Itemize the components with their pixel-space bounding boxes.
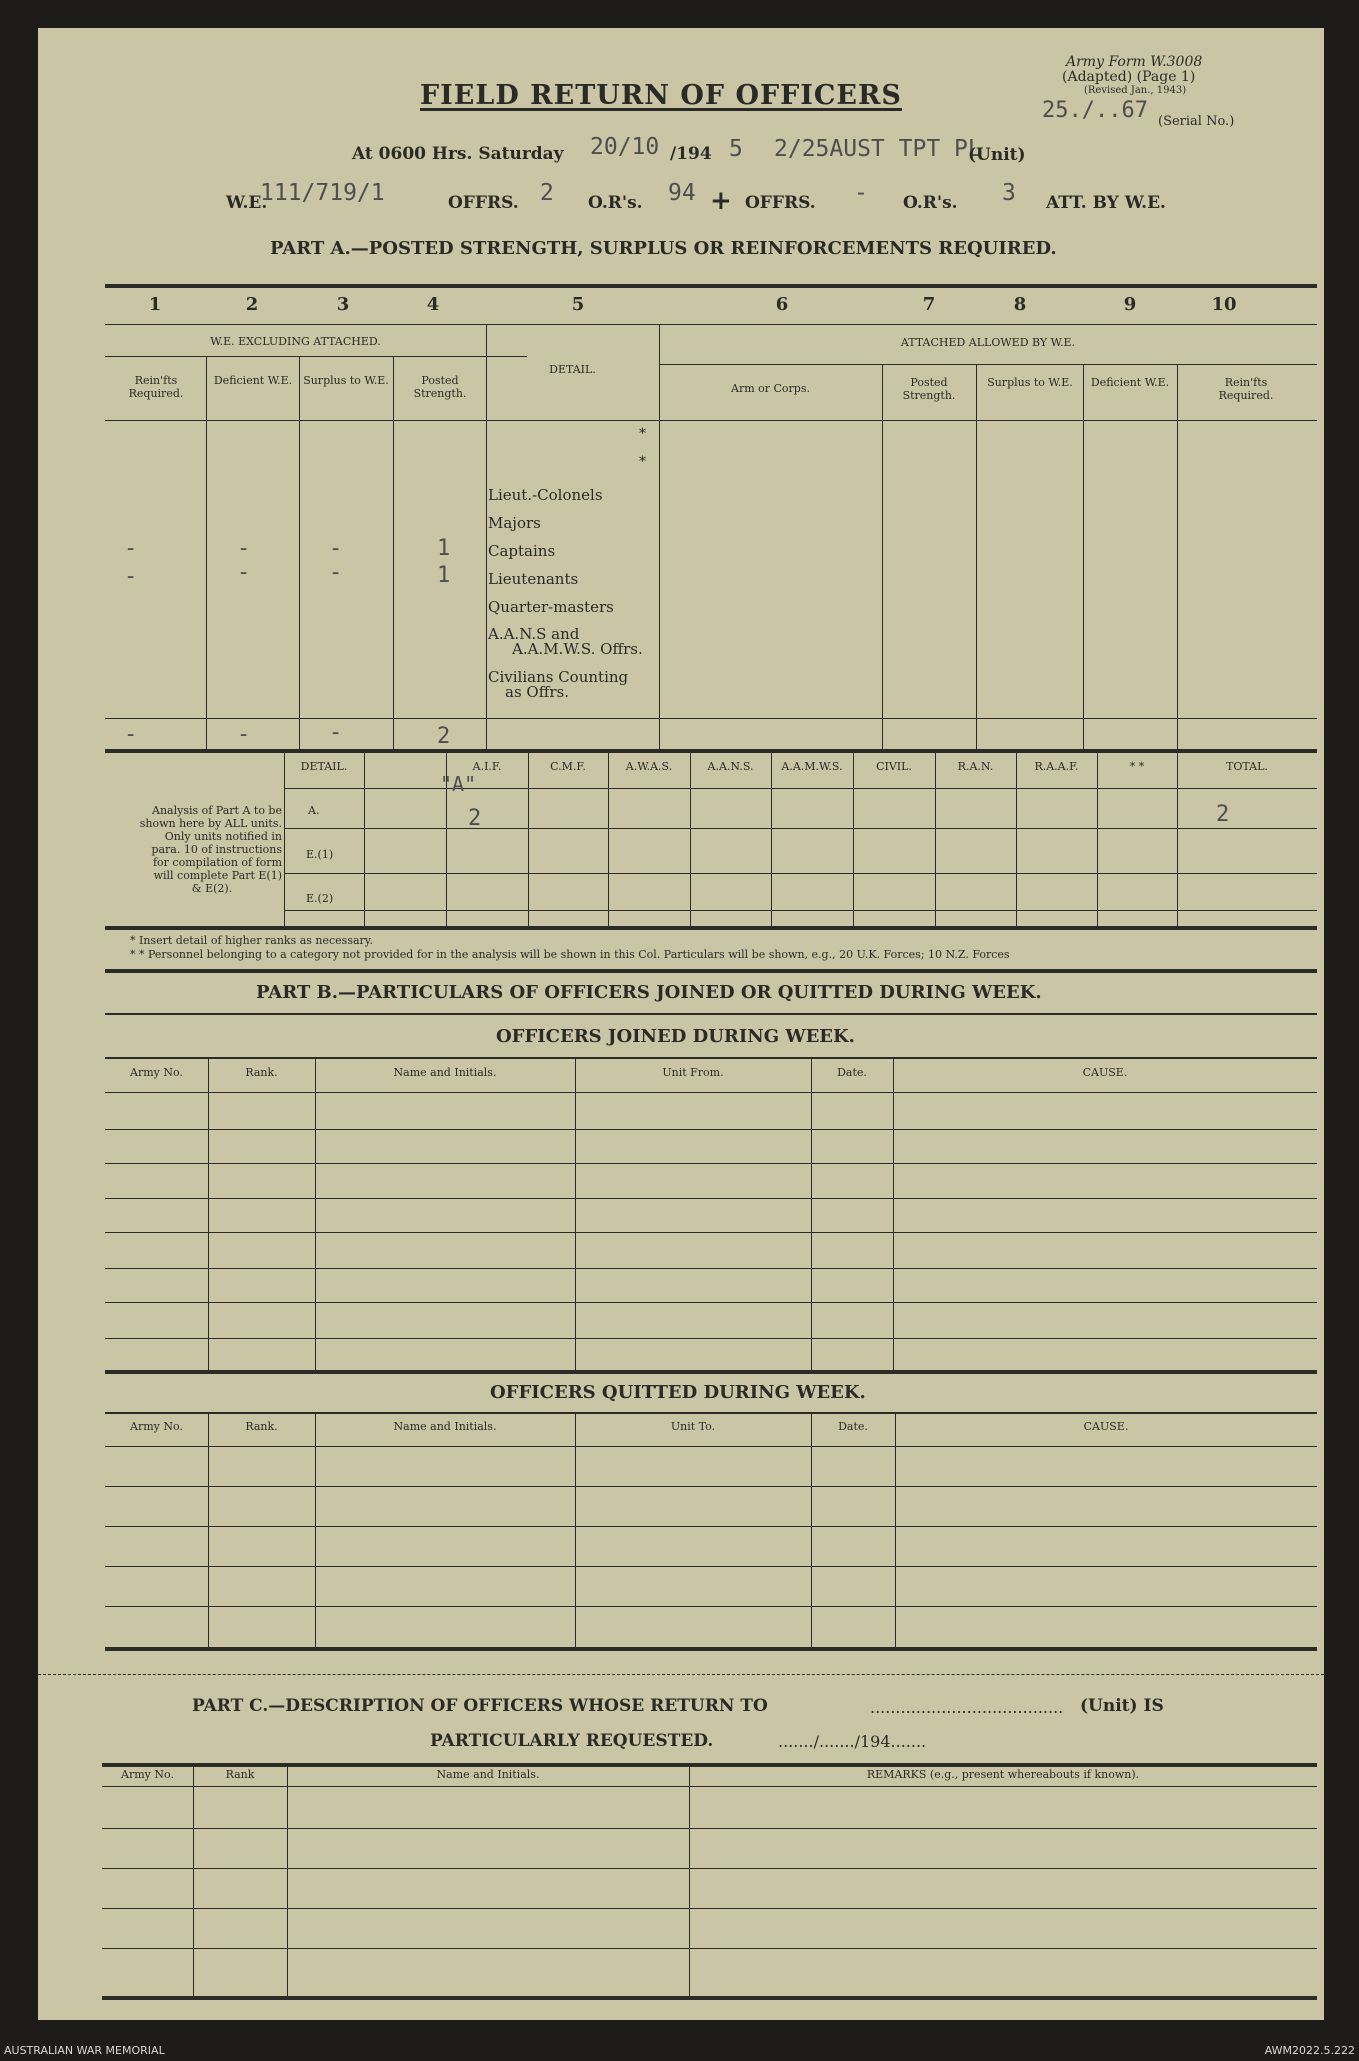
- captains-deficient: -: [237, 536, 251, 561]
- unit-value: 2/25AUST TPT PL: [774, 136, 982, 162]
- part-c-dots: ......................................: [870, 1698, 1064, 1717]
- part-c-col-name: Name and Initials.: [436, 1768, 540, 1781]
- col-number-10: 10: [1211, 294, 1237, 315]
- analysis-col-other: * *: [1129, 760, 1145, 773]
- joined-col-date: Date.: [837, 1066, 867, 1079]
- ors2-label: O.R's.: [903, 193, 958, 213]
- footer-right: AWM2022.5.222: [1264, 2044, 1355, 2057]
- footnote-2: * * Personnel belonging to a category not provided for in the analysis will be shown in this Col. Particulars will be shown, e.g., 20 U.K. Forces; 10 N.Z. Forces: [130, 948, 1010, 961]
- col-number-9: 9: [1123, 294, 1137, 315]
- part-c-col-remarks: REMARKS (e.g., present whereabouts if known).: [866, 1768, 1140, 1781]
- rank-captains: Captains: [488, 542, 556, 560]
- lieutenants-deficient: -: [237, 560, 251, 585]
- part-c-col-rank: Rank: [225, 1768, 255, 1781]
- col-number-5: 5: [571, 294, 585, 315]
- total-value: 2: [1216, 802, 1230, 827]
- ors2-value: 3: [1002, 180, 1016, 206]
- header-deficient: Deficient W.E.: [213, 374, 293, 387]
- form-ref-1: Army Form W.3008: [1066, 54, 1203, 70]
- joined-col-cause: CAUSE.: [1082, 1066, 1128, 1079]
- serial-label: (Serial No.): [1158, 114, 1235, 129]
- at-label: At 0600 Hrs. Saturday: [352, 144, 564, 164]
- col-number-2: 2: [245, 294, 259, 315]
- total-reinf: -: [124, 722, 138, 747]
- joined-heading: OFFICERS JOINED DURING WEEK.: [496, 1026, 855, 1047]
- rank-lieutenants: Lieutenants: [488, 570, 579, 588]
- analysis-col-awas: A.W.A.S.: [625, 760, 673, 773]
- part-b-heading: PART B.—PARTICULARS OF OFFICERS JOINED OR QUITTED DURING WEEK.: [256, 982, 1042, 1003]
- analysis-col-total: TOTAL.: [1226, 760, 1268, 773]
- quitted-col-rank: Rank.: [245, 1420, 278, 1433]
- analysis-col-aamws: A.A.M.W.S.: [781, 760, 843, 773]
- year-digit: 5: [729, 136, 743, 162]
- col-number-1: 1: [148, 294, 162, 315]
- analysis-row-a: A.: [308, 804, 320, 817]
- analysis-col-ran: R.A.N.: [957, 760, 994, 773]
- col-number-7: 7: [922, 294, 936, 315]
- footer-left: AUSTRALIAN WAR MEMORIAL: [4, 2044, 165, 2057]
- serial-value: 25./..67: [1042, 98, 1148, 123]
- date-value: 20/10: [590, 134, 660, 160]
- header-surplus: Surplus to W.E.: [303, 374, 389, 387]
- rank-as-offrs: as Offrs.: [505, 683, 569, 701]
- total-deficient: -: [237, 722, 251, 747]
- header-arm: Arm or Corps.: [731, 382, 810, 395]
- joined-col-unit-from: Unit From.: [662, 1066, 724, 1079]
- rank-aamws: A.A.M.W.S. Offrs.: [512, 640, 643, 658]
- part-c-col-army-no: Army No.: [121, 1768, 174, 1781]
- rank-lieut-colonels: Lieut.-Colonels: [488, 486, 603, 504]
- offrs2-value: -: [854, 180, 868, 206]
- quitted-col-army-no: Army No.: [130, 1420, 183, 1433]
- header-posted-2: Posted Strength.: [902, 376, 956, 402]
- col-number-4: 4: [426, 294, 440, 315]
- analysis-note: Analysis of Part A to be shown here by ALL units. Only units notified in para. 10 of instructions for compilation of form will complete Part E(1) & E(2).: [139, 804, 282, 895]
- captains-surplus: -: [329, 536, 343, 561]
- analysis-col-aans: A.A.N.S.: [707, 760, 754, 773]
- offrs-value: 2: [540, 180, 554, 206]
- col-number-8: 8: [1013, 294, 1027, 315]
- captains-reinf: -: [124, 536, 138, 561]
- aif-value: 2: [468, 806, 482, 831]
- ors-label: O.R's.: [588, 193, 643, 213]
- quitted-col-date: Date.: [838, 1420, 868, 1433]
- lieutenants-posted: 1: [437, 563, 451, 588]
- rank-quarter-masters: Quarter-masters: [488, 598, 614, 616]
- analysis-row-e2: E.(2): [306, 892, 334, 905]
- rank-civilians: Civilians Counting: [488, 668, 629, 686]
- quitted-col-unit-to: Unit To.: [670, 1420, 716, 1433]
- group-we-excluding: W.E. EXCLUDING ATTACHED.: [210, 335, 381, 348]
- offrs-label: OFFRS.: [448, 193, 519, 213]
- part-c-unit-is: (Unit) IS: [1080, 1696, 1164, 1716]
- analysis-col-cmf: C.M.F.: [550, 760, 586, 773]
- header-reinf-2: Rein'fts Required.: [1218, 376, 1274, 402]
- joined-col-rank: Rank.: [245, 1066, 278, 1079]
- year-prefix: /194: [670, 144, 712, 164]
- part-c-line-1: PART C.—DESCRIPTION OF OFFICERS WHOSE RETURN TO: [192, 1696, 768, 1716]
- star-1: *: [639, 426, 646, 442]
- att-label: ATT. BY W.E.: [1046, 193, 1166, 213]
- ors-value: 94: [668, 180, 696, 206]
- we-value: 111/719/1: [260, 180, 385, 206]
- plus-sign: +: [710, 186, 732, 216]
- analysis-row-e1: E.(1): [306, 848, 334, 861]
- quitted-heading: OFFICERS QUITTED DURING WEEK.: [490, 1382, 866, 1403]
- joined-col-name: Name and Initials.: [393, 1066, 497, 1079]
- offrs2-label: OFFRS.: [745, 193, 816, 213]
- col-number-6: 6: [775, 294, 789, 315]
- footnote-1: * Insert detail of higher ranks as necessary.: [130, 934, 374, 947]
- star-2: *: [639, 454, 646, 470]
- col-number-3: 3: [336, 294, 350, 315]
- lieutenants-surplus: -: [329, 560, 343, 585]
- header-reinf: Rein'fts Required.: [128, 374, 184, 400]
- analysis-detail-label: DETAIL.: [300, 760, 348, 773]
- part-c-date-blank: ......./......./194.......: [778, 1732, 927, 1751]
- header-surplus-2: Surplus to W.E.: [987, 376, 1073, 389]
- part-a-heading: PART A.—POSTED STRENGTH, SURPLUS OR REINFORCEMENTS REQUIRED.: [270, 238, 1057, 259]
- captains-posted: 1: [437, 536, 451, 561]
- form-ref-3: (Revised Jan., 1943): [1084, 85, 1187, 96]
- rank-majors: Majors: [488, 514, 541, 532]
- form-paper: [38, 28, 1324, 2020]
- rank-aans: A.A.N.S and: [488, 625, 580, 643]
- tear-line: [38, 1674, 1324, 1675]
- analysis-col-civil: CIVIL.: [876, 760, 912, 773]
- joined-col-army-no: Army No.: [130, 1066, 183, 1079]
- part-c-line-2: PARTICULARLY REQUESTED.: [430, 1731, 714, 1751]
- analysis-col-raaf: R.A.A.F.: [1034, 760, 1079, 773]
- unit-label: (Unit): [968, 145, 1026, 165]
- quitted-col-name: Name and Initials.: [393, 1420, 497, 1433]
- header-posted: Posted Strength.: [413, 374, 467, 400]
- lieutenants-reinf: -: [124, 564, 138, 589]
- we-label: W.E.: [226, 193, 268, 213]
- form-title: FIELD RETURN OF OFFICERS: [420, 80, 902, 111]
- total-posted: 2: [437, 724, 451, 749]
- analysis-col-aif: A.I.F.: [472, 760, 502, 773]
- header-detail: DETAIL.: [549, 363, 596, 376]
- header-deficient-2: Deficient W.E.: [1090, 376, 1170, 389]
- total-surplus: -: [329, 720, 343, 745]
- form-ref-2: (Adapted) (Page 1): [1062, 69, 1196, 85]
- group-attached: ATTACHED ALLOWED BY W.E.: [900, 336, 1076, 349]
- quitted-col-cause: CAUSE.: [1083, 1420, 1129, 1433]
- aif-annotation: "A": [440, 772, 477, 796]
